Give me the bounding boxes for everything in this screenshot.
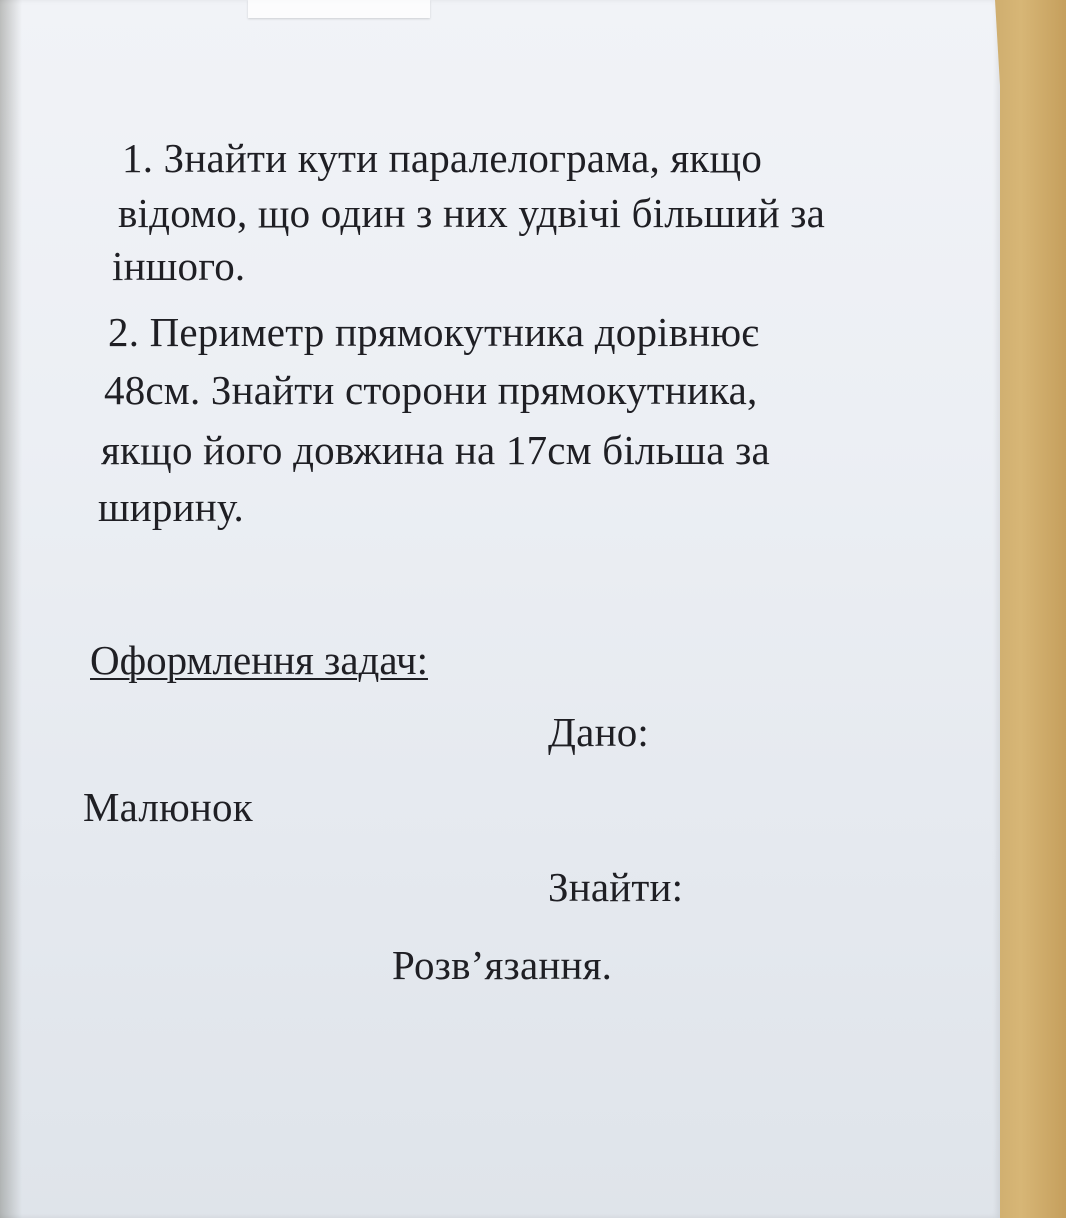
given-label: Дано:: [548, 709, 649, 755]
adhesive-tape: [248, 0, 430, 18]
problem-1-line-1: 1. Знайти кути паралелограма, якщо: [122, 135, 763, 181]
problem-1-line-3: іншого.: [112, 243, 246, 289]
find-label: Знайти:: [548, 864, 684, 910]
problem-2-line-1: 2. Периметр прямокутника дорівнює: [108, 309, 760, 355]
problem-2-line-3: якщо його довжина на 17см більша за: [101, 427, 770, 473]
formatting-title: Оформлення задач:: [90, 637, 428, 683]
problem-2-line-4: ширину.: [98, 484, 244, 530]
solution-label: Розв’язання.: [392, 942, 613, 988]
problem-2-line-2: 48см. Знайти сторони прямокутника,: [104, 367, 758, 413]
problem-1-line-2: відомо, що один з них удвічі більший за: [118, 190, 826, 236]
drawing-label: Малюнок: [83, 784, 253, 830]
paper-shadow: [0, 0, 22, 1218]
